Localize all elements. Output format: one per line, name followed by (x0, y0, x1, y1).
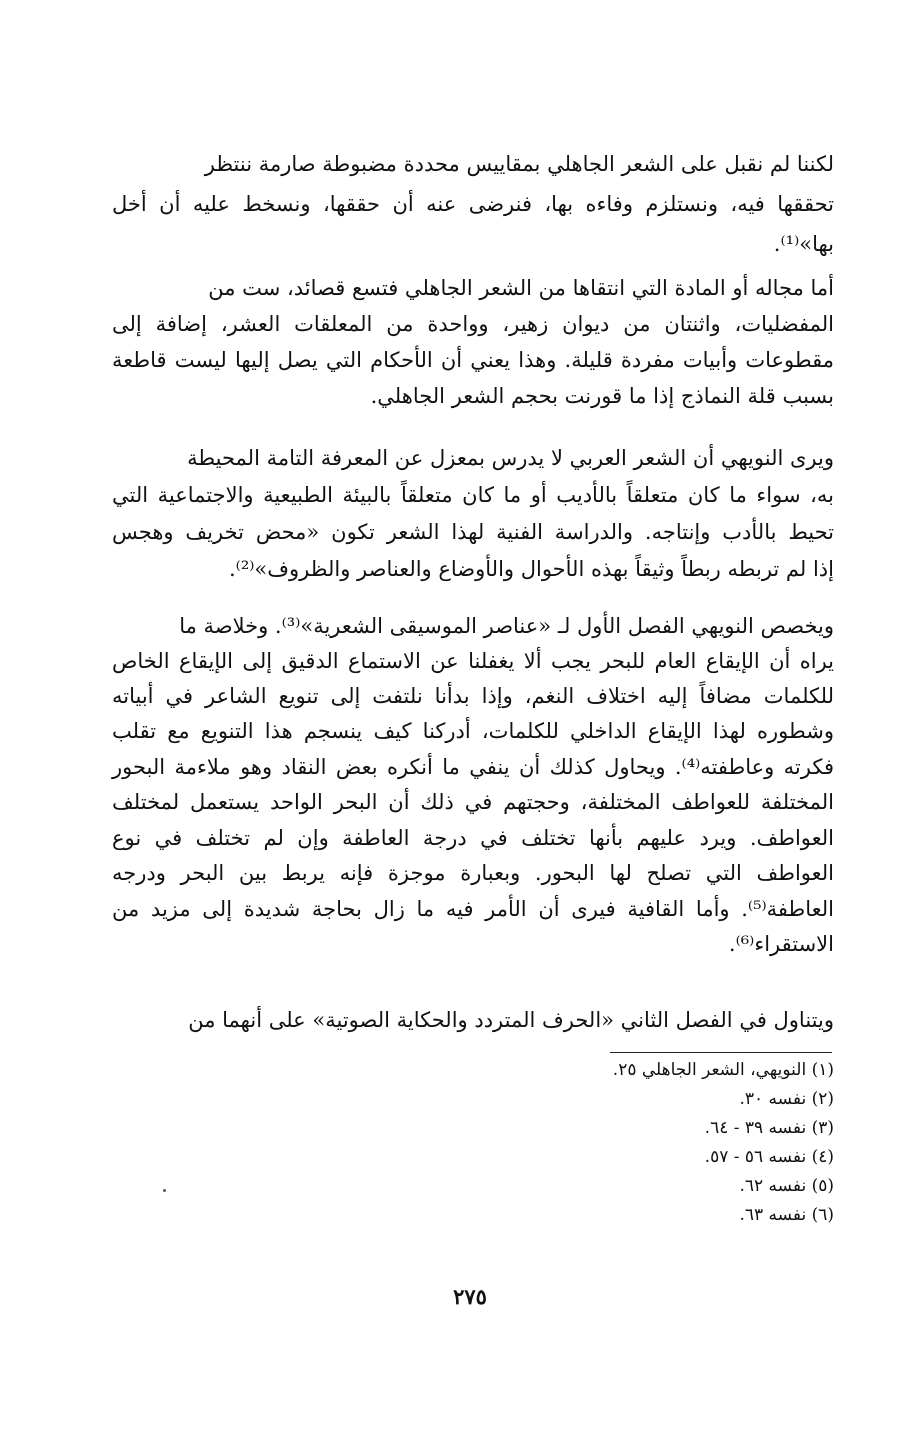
text-line: ويتناول في الفصل الثاني «الحرف المتردد والحكاية الصوتية» على أنهما من (188, 1008, 834, 1032)
footnote-6: (٦) نفسه ٦٣. (739, 1205, 834, 1225)
text-line: به، سواء ما كان متعلقاً بالأديب أو ما كان متعلقاً بالبيئة الطبيعية والاجتماعية التي (112, 483, 834, 507)
text-line: الاستقراء⁽⁶⁾. (728, 932, 834, 956)
text-line: مقطوعات وأبيات مفردة قليلة. وهذا يعني أن الأحكام التي يصل إليها ليست قاطعة (112, 348, 834, 372)
page-number: ٢٧٥ (453, 1284, 487, 1309)
text-line: إذا لم تربطه ربطاً وثيقاً بهذه الأحوال والأوضاع والعناصر والظروف»⁽²⁾. (229, 557, 834, 581)
text-line: العاطفة⁽⁵⁾. وأما القافية فيرى أن الأمر فيه ما زال بحاجة شديدة إلى مزيد من (112, 897, 834, 921)
text-line: لكننا لم نقبل على الشعر الجاهلي بمقاييس محددة مضبوطة صارمة ننتظر (204, 152, 834, 176)
text-line: العواطف التي تصلح لها البحور. وبعبارة موجزة فإنه يربط بين البحر ودرجه (112, 861, 834, 885)
text-line: وشطوره لهذا الإيقاع الداخلي للكلمات، أدركنا كيف ينسجم هذا التنويع مع تقلب (112, 719, 834, 743)
text-line: فكرته وعاطفته⁽⁴⁾. ويحاول كذلك أن ينفي ما أنكره بعض النقاد وهو ملاءمة البحور (112, 755, 834, 779)
text-line: ويخصص النويهي الفصل الأول لـ «عناصر الموسيقى الشعرية»⁽³⁾. وخلاصة ما (179, 614, 834, 638)
text-line: ويرى النويهي أن الشعر العربي لا يدرس بمعزل عن المعرفة التامة المحيطة (187, 446, 834, 470)
footnote-3: (٣) نفسه ٣٩ - ٦٤. (704, 1118, 834, 1138)
text-line: للكلمات مضافاً إليه اختلاف النغم، وإذا بدأنا نلتفت إلى تنويع الشاعر في أبياته (112, 684, 834, 708)
text-line: تحيط بالأدب وإنتاجه. والدراسة الفنية لهذا الشعر تكون «محض تخريف وهجس (112, 520, 834, 544)
text-line: بسبب قلة النماذج إذا ما قورنت بحجم الشعر الجاهلي. (370, 384, 834, 408)
footnote-4: (٤) نفسه ٥٦ - ٥٧. (704, 1147, 834, 1167)
footnote-5: (٥) نفسه ٦٢. (739, 1176, 834, 1196)
text-line: أما مجاله أو المادة التي انتقاها من الشعر الجاهلي فتسع قصائد، ست من (208, 276, 834, 300)
text-line: تحققها فيه، ونستلزم وفاءه بها، فنرضى عنه أن حققها، ونسخط عليه أن أخل (112, 192, 834, 216)
text-line: يراه أن الإيقاع العام للبحر يجب ألا يغفلنا عن الاستماع الدقيق إلى الإيقاع الخاص (112, 649, 834, 673)
scan-speck (163, 1189, 166, 1192)
text-line: العواطف. ويرد عليهم بأنها تختلف في درجة العاطفة وإن لم تختلف في نوع (112, 826, 834, 850)
footnote-2: (٢) نفسه ٣٠. (739, 1089, 834, 1109)
footnote-separator (610, 1052, 832, 1053)
footnote-1: (١) النويهي، الشعر الجاهلي ٢٥. (612, 1060, 834, 1080)
text-line: المختلفة للعواطف المختلفة، وحجتهم في ذلك أن البحر الواحد يستعمل لمختلف (112, 790, 834, 814)
text-line: المفضليات، واثنتان من ديوان زهير، وواحدة من المعلقات العشر، إضافة إلى (112, 312, 834, 336)
text-line: بها»⁽¹⁾. (773, 232, 834, 256)
